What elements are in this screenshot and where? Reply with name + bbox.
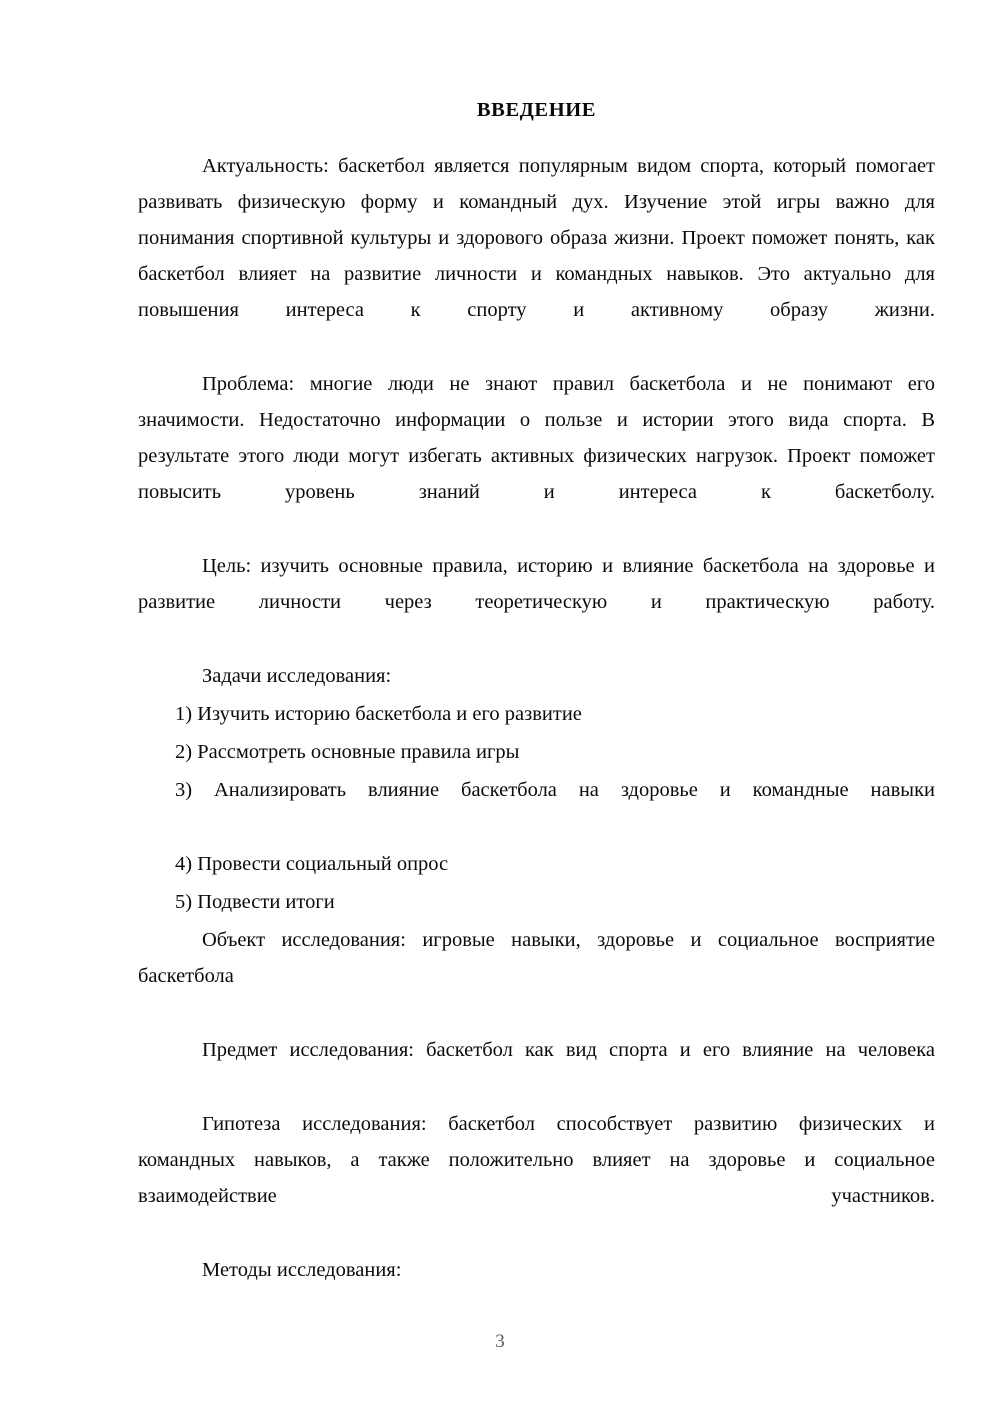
paragraph-object: Объект исследования: игровые навыки, здоровье и социальное восприятие баскетбола [138, 929, 935, 987]
heading-tasks: Задачи исследования: [202, 665, 392, 687]
paragraph-hypothesis: Гипотеза исследования: баскетбол способствует развитию физических и командных навыков, а также положительно влияет на здоровье и социальное взаимодействие участников. [138, 1113, 935, 1207]
paragraph-relevance: Актуальность: баскетбол является популярным видом спорта, который помогает развивать физическую форму и командный дух. Изучение этой игры важно для понимания спортивной культуры и здорового образа жизни. Проект поможет понять, как баскетбол влияет на развитие личности и командных навыков. Это актуально для повышения интереса к спорту и активному образу жизни. [138, 155, 935, 321]
document-text-column [138, 92, 935, 1290]
heading-methods: Методы исследования: [202, 1259, 402, 1281]
page-number: 3 [495, 1331, 505, 1352]
paragraph-subject: Предмет исследования: баскетбол как вид спорта и его влияние на человека [202, 1039, 935, 1061]
list-item: 1) Изучить историю баскетбола и его развитие [175, 703, 582, 725]
list-item: 4) Провести социальный опрос [175, 853, 449, 875]
list-item: 5) Подвести итоги [175, 891, 335, 913]
paragraph-goal: Цель: изучить основные правила, историю и влияние баскетбола на здоровье и развитие личности через теоретическую и практическую работу. [138, 555, 935, 613]
paragraph-problem: Проблема: многие люди не знают правил баскетбола и не понимают его значимости. Недостаточно информации о пользе и истории этого вида спорта. В результате этого люди могут избегать активных физических нагрузок. Проект поможет повысить уровень знаний и интереса к баскетболу. [138, 373, 935, 503]
page-title: ВВЕДЕНИЕ [476, 99, 597, 121]
list-item: 2) Рассмотреть основные правила игры [175, 741, 520, 763]
list-item: 3) Анализировать влияние баскетбола на здоровье и командные навыки [175, 779, 935, 801]
